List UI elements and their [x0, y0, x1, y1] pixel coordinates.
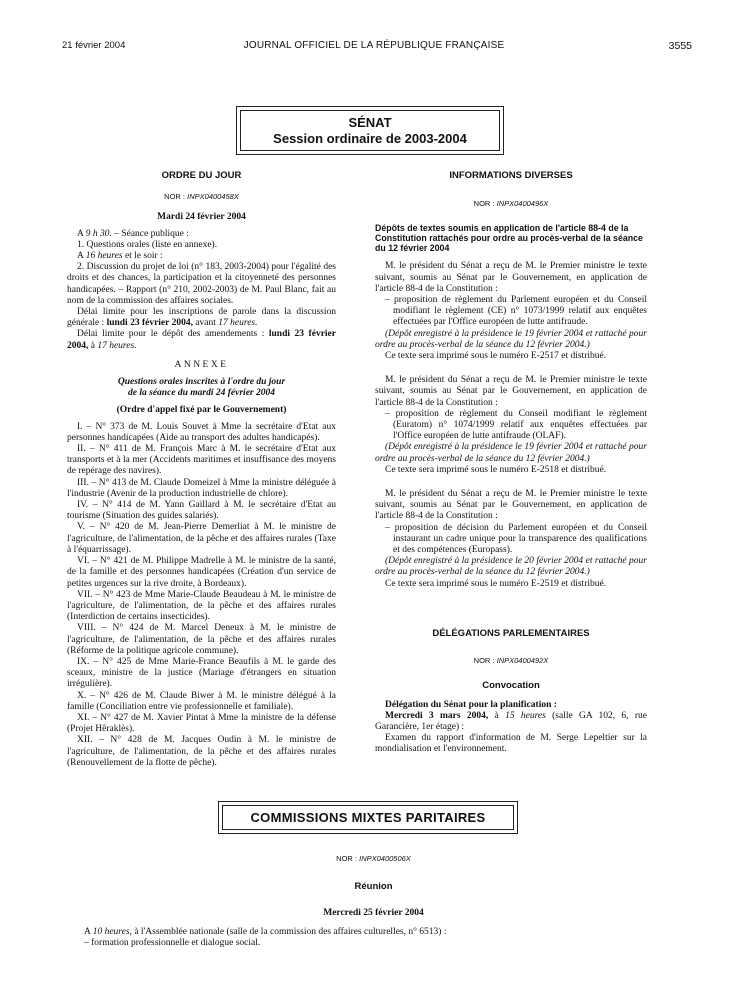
- reunion-heading: Réunion: [354, 881, 393, 893]
- deposit-block: [375, 375, 647, 476]
- senat-title: SÉNAT: [348, 115, 392, 130]
- cmp-section: [78, 853, 669, 949]
- journal-title: JOURNAL OFFICIEL DE LA RÉPUBLIQUE FRANÇAISE: [243, 40, 505, 51]
- deposit-intro: M. le président du Sénat a reçu de M. le Premier ministre le texte suivant, soumis au Sénat par le Gouvernement, en application de l'article 88-4 de la Constitution :: [375, 375, 647, 408]
- list-item: IX. – N° 425 de Mme Marie-France Beaufils à M. le garde des sceaux, ministre de la justice (Mariage d'étrangers en situation irrégulière).: [67, 656, 336, 690]
- annexe-heading: ANNEXE: [174, 359, 229, 370]
- questions-list: [67, 422, 336, 769]
- deposit-block: [375, 261, 647, 362]
- ordre-du-jour-heading: ORDRE DU JOUR: [161, 170, 242, 181]
- list-item: V. – N° 420 de M. Jean-Pierre Demerliat à M. le ministre de l'agriculture, de l'alimentation, de la pêche et des affaires rurales (Taxe à l'équarrissage).: [67, 522, 336, 555]
- cmp-title: COMMISSIONS MIXTES PARITAIRES: [222, 805, 514, 830]
- list-item: VIII. – N° 424 de M. Marcel Deneux à M. le ministre de l'agriculture, de l'alimentation, de la pêche et des affaires rurales (Réforme de la politique agricole commune).: [67, 623, 336, 656]
- agenda-line: A 9 h 30. – Séance publique :: [77, 228, 189, 239]
- reunion-line: A 10 heures, à l'Assemblée nationale (salle de la commission des affaires culturelles, n° 6513) :: [84, 926, 447, 937]
- delegation-title: Délégation du Sénat pour la planification :: [385, 699, 557, 710]
- reunion-item: – formation professionnelle et dialogue social.: [84, 937, 261, 948]
- list-item: III. – N° 413 de M. Claude Domeizel à Mme la ministre déléguée à l'industrie (Avenir de la production industrielle de chlore).: [67, 477, 336, 499]
- deposit-intro: M. le président du Sénat a reçu de M. le Premier ministre le texte suivant, soumis au Sénat par le Gouvernement, en application de l'article 88-4 de la Constitution :: [375, 489, 647, 522]
- depots-title: Dépôts de textes soumis en application de l'article 88-4 de la Constitution rattachés pour ordre au procès-verbal de la séance du 12 février 2004: [375, 223, 643, 254]
- nor-reference: NOR : INPX0400506X: [336, 854, 411, 863]
- nor-reference: NOR : INPX0400492X: [473, 656, 549, 666]
- list-item: II. – N° 411 de M. François Marc à M. le secrétaire d'Etat aux transports et à la mer (Accidents maritimes et insuffisance des moyens de repérage des navires).: [67, 444, 336, 477]
- meeting-details: Mercredi 3 mars 2004, à 15 heures (salle GA 102, 6, rue Garancière, 1er étage) :: [375, 710, 647, 732]
- agenda-item: 2. Discussion du projet de loi (n° 183, 2003-2004) pour l'égalité des droits et des chances, la participation et la citoyenneté des personnes handicapées. – Rapport (n° 210, 2002-2003) de M. Paul Blanc, fait au nom de la commission des affaires sociales.: [67, 262, 336, 306]
- right-column: [375, 170, 647, 756]
- deadline-paragraph: Délai limite pour le dépôt des amendements : lundi 23 février 2004, à 17 heures.: [67, 329, 336, 351]
- list-item: VI. – N° 421 de M. Philippe Madrelle à M. le ministre de la santé, de la famille et des personnes handicapées (Création d'un service de petites urgences sur la rive droite, à Bordeaux).: [67, 556, 336, 589]
- convocation-heading: Convocation: [482, 680, 540, 692]
- deposit-item: – proposition de règlement du Conseil modifiant le règlement (Euratom) n° 1074/1999 relatif aux enquêtes effectuées par l'Office européen de lutte antifraude (OLAF).: [385, 408, 647, 442]
- deposit-printed: Ce texte sera imprimé sous le numéro E-2517 et distribué.: [385, 351, 607, 362]
- deadline-paragraph: Délai limite pour les inscriptions de parole dans la discussion générale : lundi 23 février 2004, avant 17 heures.: [67, 307, 336, 329]
- deposit-item: – proposition de règlement du Parlement européen et du Conseil modifiant le règlement (CE) n° 1073/1999 relatif aux enquêtes effectuées par l'Office européen de lutte antifraude.: [385, 295, 647, 328]
- deposit-item: – proposition de décision du Parlement européen et du Conseil instaurant un cadre unique pour la transparence des qualifications et des compétences (Europass).: [385, 522, 647, 556]
- deposit-note: (Dépôt enregistré à la présidence le 19 février 2004 et rattaché pour ordre au procès-verbal de la séance du 12 février 2004.): [375, 442, 647, 464]
- deposit-block: [375, 489, 647, 590]
- questions-subtitle: de la séance du mardi 24 février 2004: [128, 388, 275, 399]
- list-item: XII. – N° 428 de M. Jacques Oudin à M. le ministre de l'agriculture, de l'alimentation, de la pêche et des affaires rurales (Renouvellement de la flotte de pêche).: [67, 735, 336, 768]
- call-order: (Ordre d'appel fixé par le Gouvernement): [116, 405, 287, 416]
- header-date: 21 février 2004: [62, 40, 126, 51]
- questions-title: Questions orales inscrites à l'ordre du jour: [117, 377, 286, 388]
- delegations-heading: DÉLÉGATIONS PARLEMENTAIRES: [432, 627, 590, 639]
- informations-heading: INFORMATIONS DIVERSES: [449, 170, 573, 181]
- list-item: X. – N° 426 de M. Claude Biwer à M. le ministre délégué à la famille (Conciliation entre vie professionnelle et familiale).: [67, 690, 336, 712]
- list-item: XI. – N° 427 de M. Xavier Pintat à Mme la ministre de la défense (Projet Hêraklès).: [67, 712, 336, 735]
- nor-reference: NOR : INPX0400458X: [164, 192, 239, 202]
- list-item: I. – N° 373 de M. Louis Souvet à Mme la secrétaire d'Etat aux personnes handicapées (Aide au transport des adultes handicapés).: [67, 421, 336, 443]
- reunion-date: Mercredi 25 février 2004: [323, 908, 424, 919]
- deposit-note: (Dépôt enregistré à la présidence le 19 février 2004 et rattaché pour ordre au procès-verbal de la séance du 12 février 2004.): [375, 328, 647, 350]
- agenda-line: A 16 heures et le soir :: [77, 251, 163, 262]
- page-number: 3555: [668, 40, 692, 52]
- senat-title-box: [236, 106, 504, 155]
- nor-reference: NOR : INPX0400496X: [473, 199, 549, 209]
- deposit-printed: Ce texte sera imprimé sous le numéro E-2518 et distribué.: [385, 464, 607, 475]
- deposit-printed: Ce texte sera imprimé sous le numéro E-2519 et distribué.: [385, 578, 607, 589]
- deposit-intro: M. le président du Sénat a reçu de M. le Premier ministre le texte suivant, soumis au Sénat par le Gouvernement, en application de l'article 88-4 de la Constitution :: [375, 261, 647, 294]
- deposit-note: (Dépôt enregistré à la présidence le 20 février 2004 et rattaché pour ordre au procès-verbal de la séance du 12 février 2004.): [375, 556, 647, 578]
- list-item: VII. – N° 423 de Mme Marie-Claude Beaudeau à M. le ministre de l'agriculture, de l'alimentation, de la pêche et des affaires rurales (Interdiction de certains insecticides).: [67, 589, 336, 623]
- senat-subtitle: Session ordinaire de 2003-2004: [273, 131, 467, 146]
- list-item: IV. – N° 414 de M. Yann Gaillard à M. le secrétaire d'Etat au tourisme (Situation des guides salariés).: [67, 500, 336, 522]
- agenda-line: 1. Questions orales (liste en annexe).: [77, 239, 218, 250]
- session-date: Mardi 24 février 2004: [157, 212, 246, 223]
- meeting-agenda: Examen du rapport d'information de M. Serge Lepeltier sur la mondialisation et l'environnement.: [375, 733, 647, 755]
- cmp-title-box: [218, 801, 518, 834]
- left-column: [67, 170, 336, 769]
